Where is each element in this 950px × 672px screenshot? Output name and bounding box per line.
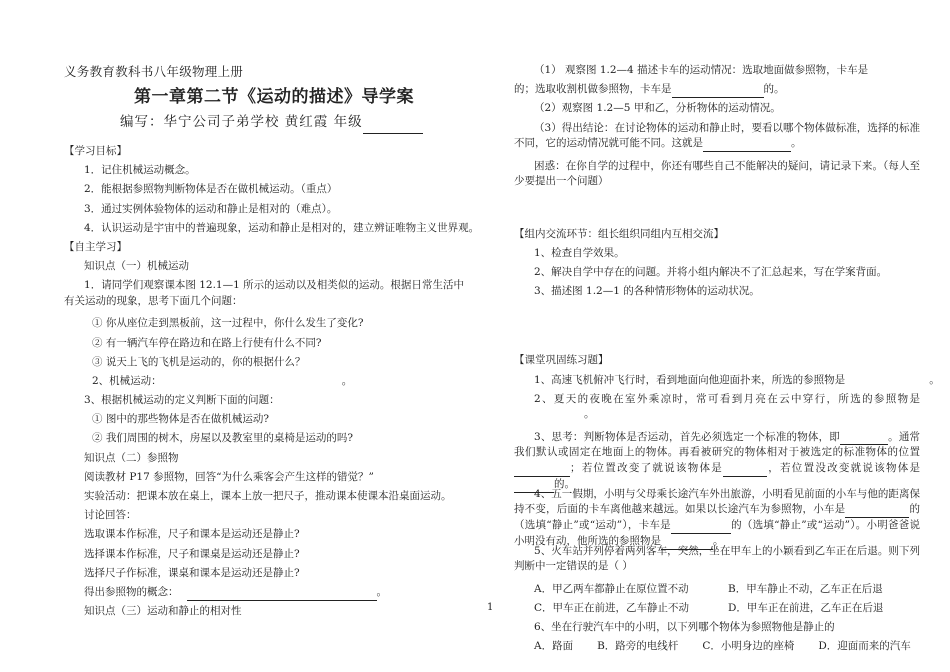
practice-q6: 6、坐在行驶汽车中的小明，以下列哪个物体为参照物他是静止的 bbox=[534, 621, 835, 634]
r3-end: 。 bbox=[791, 137, 802, 150]
q3-blank-1[interactable] bbox=[840, 432, 888, 445]
q6-option-b[interactable]: B．路旁的电线杆 bbox=[597, 640, 679, 653]
q1-end: 。 bbox=[929, 373, 940, 386]
reference-concept-line bbox=[64, 585, 464, 604]
kp1-question: ① 你从座位走到黑板前，这一过程中，你什么发生了变化? bbox=[92, 317, 364, 330]
concept-blank[interactable] bbox=[187, 588, 377, 601]
mechanical-motion-line bbox=[64, 374, 464, 393]
q5-option-a[interactable]: A．甲乙两车都静止在原位置不动 bbox=[534, 582, 689, 595]
q3-text-b: 。通常我们默认或固定在地面上的物体。再看被研究的物体相对于被选定的标准物体的位置 bbox=[514, 430, 920, 459]
r1-end: 的。 bbox=[763, 83, 785, 96]
q5-options-row bbox=[514, 601, 920, 620]
q2-end: 。 bbox=[584, 408, 595, 421]
q3-text-d: ，若位置没改变就说该物体是 bbox=[767, 462, 920, 475]
practice-header: 【课堂巩固练习题】 bbox=[514, 354, 609, 367]
kp2-line: 阅读教材 P17 参照物，回答“为什么乘客会产生这样的错觉？” bbox=[84, 470, 374, 483]
practice-q2 bbox=[514, 392, 920, 430]
r1-blank[interactable] bbox=[672, 85, 764, 98]
group-item: 3、描述图 1.2—1 的各种情形物体的运动状况。 bbox=[534, 285, 760, 298]
q5-option-b[interactable]: B．甲车静止不动，乙车正在后退 bbox=[728, 582, 883, 595]
page-number: 1 bbox=[487, 602, 494, 613]
kp2-line: 选取课本作标准，尺子和课本是运动还是静止? bbox=[84, 528, 300, 541]
kp1-3-question: ② 我们周围的树木，房屋以及教室里的桌椅是运动的吗? bbox=[92, 432, 353, 445]
q5-options-row bbox=[514, 582, 920, 601]
author-text: 编写：华宁公司子弟学校 黄红霞 年级 bbox=[120, 114, 363, 130]
q6-option-d[interactable]: D．迎面而来的汽车 bbox=[818, 640, 911, 653]
q3-blank-3[interactable] bbox=[723, 464, 767, 477]
kp1-3: 3、根据机械运动的定义判断下面的问题： bbox=[84, 394, 280, 407]
q1-text: 1、高速飞机俯冲飞行时，看到地面向他迎面扑来，所选的参照物是 bbox=[534, 373, 846, 386]
q6-option-c[interactable]: C．小明身边的座椅 bbox=[702, 640, 795, 653]
kp2-line: 选择尺子作标准，课桌和课本是运动还是静止? bbox=[84, 566, 300, 579]
group-header: 【组内交流环节：组长组织同组内互相交流】 bbox=[514, 227, 724, 240]
reference-concept-label: 得出参照物的概念： bbox=[84, 585, 179, 598]
q5-option-c[interactable]: C．甲车正在前进，乙车静止不动 bbox=[534, 601, 690, 614]
knowledge-point-1: 知识点（一）机械运动 bbox=[84, 260, 189, 273]
q4-text-a: 4、五一假期，小明与父母乘长途汽车外出旅游，小明看见前面的小车与他的距离保持不变，后面的卡车离他越来越远。如果以长途汽车为参照物，小车是 bbox=[514, 487, 920, 516]
knowledge-point-2: 知识点（二）参照物 bbox=[84, 451, 179, 464]
goals-header: 【学习目标】 bbox=[64, 145, 127, 157]
group-item: 2、解决自学中存在的问题。并将小组内解决不了汇总起来，写在学案背面。 bbox=[534, 265, 888, 278]
knowledge-point-3: 知识点（三）运动和静止的相对性 bbox=[84, 605, 242, 618]
kp2-line: 讨论回答： bbox=[84, 509, 137, 522]
kp1-text: 1．请同学们观察课本图 12.1—1 所示的运动以及相类似的运动。根据日常生活中有关运动的现象，思考下面几个问题： bbox=[64, 279, 464, 308]
q3-end: 的。 bbox=[554, 477, 575, 490]
q4-blank-2[interactable] bbox=[671, 521, 731, 534]
q3-text-a: 3、思考：判断物体是否运动，首先必须选定一个标准的物体，即 bbox=[534, 430, 840, 443]
practice-q1 bbox=[514, 373, 940, 392]
goal-item: 1．记住机械运动概念。 bbox=[84, 164, 196, 177]
practice-q5: 5、火车站并列停着两列客车，突然，坐在甲车上的小颖看到乙车正在后退。则下列判断中一定错误的是（ ） bbox=[514, 544, 920, 573]
q2-text: 2、夏天的夜晚在室外乘凉时，常可看到月亮在云中穿行，所选的参照物是 bbox=[534, 392, 920, 405]
r3-text: （3）得出结论：在讨论物体的运动和静止时，要看以哪个物体做标准，选择的标准不同，它的运动情况就可能不同。这就是 bbox=[514, 121, 920, 150]
r1-line-b bbox=[514, 82, 920, 101]
practice-q3 bbox=[514, 430, 920, 490]
left-column bbox=[64, 60, 480, 623]
goal-item: 2．能根据参照物判断物体是否在做机械运动。（重点） bbox=[84, 183, 338, 196]
q3-text-c: ；若位置改变了就说该物体是 bbox=[570, 462, 723, 475]
page-title: 第一章第二节《运动的描述》导学案 bbox=[134, 87, 414, 107]
grade-blank[interactable] bbox=[363, 121, 423, 134]
kp1-question: ③ 说天上飞的飞机是运动的，你的根据什么？ bbox=[92, 355, 306, 368]
q6-options-row bbox=[514, 639, 920, 658]
book-header: 义务教育教科书八年级物理上册 bbox=[64, 64, 244, 79]
r1-line-a: （1） 观察图 1.2—4 描述卡车的运动情况：选取地面做参照物，卡车是 bbox=[534, 64, 869, 76]
q4-end: 。 bbox=[713, 534, 724, 547]
kp1-question: ② 有一辆汽车停在路边和在路上行使有什么不同? bbox=[92, 336, 322, 349]
q4-text-b: 的（选填“静止”或“运动”），卡车是 bbox=[514, 503, 920, 532]
q3-blank-2[interactable] bbox=[514, 464, 570, 477]
r3-conclusion bbox=[514, 121, 920, 159]
r1-text: 的；选取收割机做参照物，卡车是 bbox=[514, 83, 672, 96]
q4-blank-1[interactable] bbox=[845, 505, 909, 518]
period: 。 bbox=[376, 585, 387, 598]
doubt-text: 困惑：在你自学的过程中，你还有哪些自己不能解决的疑问，请记录下来。（每人至少要提出一个问题） bbox=[514, 159, 920, 188]
group-item: 1、检查自学效果。 bbox=[534, 246, 625, 259]
mechanical-motion-label: 2、机械运动： bbox=[92, 374, 162, 387]
author-line bbox=[64, 110, 464, 134]
goal-item: 3．通过实例体验物体的运动和静止是相对的（难点）。 bbox=[84, 202, 338, 215]
kp2-line: 实验活动：把课本放在桌上，课本上放一把尺子，推动课本使课本沿桌面运动。 bbox=[84, 490, 452, 502]
q5-option-d[interactable]: D．甲车正在前进，乙车正在后退 bbox=[728, 601, 884, 614]
self-study-header: 【自主学习】 bbox=[64, 240, 127, 253]
r3-blank[interactable] bbox=[703, 139, 791, 152]
q6-option-a[interactable]: A．路面 bbox=[534, 640, 574, 653]
practice-q4 bbox=[514, 487, 920, 547]
kp2-line: 选择课本作标准，尺子和课桌是运动还是静止? bbox=[84, 547, 300, 560]
kp1-3-question: ① 图中的那些物体是否在做机械运动? bbox=[92, 413, 269, 426]
q4-text-c: 的（选填“静止”或“运动”）。小明爸爸说小明没有动，他所选的参照物是 bbox=[514, 519, 920, 547]
r2-line: （2）观察图 1.2—5 甲和乙，分析物体的运动情况。 bbox=[534, 102, 781, 115]
period: 。 bbox=[341, 374, 353, 387]
goal-item: 4．认识运动是宇宙中的普遍现象，运动和静止是相对的，建立辨证唯物主义世界观。 bbox=[84, 221, 480, 234]
right-column bbox=[514, 63, 940, 658]
